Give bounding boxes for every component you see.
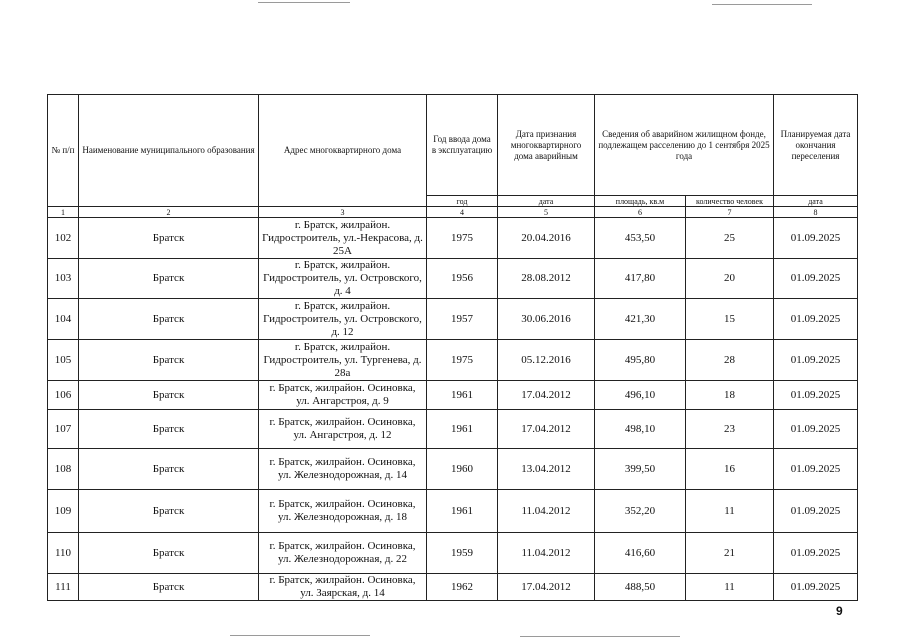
- municipality-name: Братск: [79, 299, 259, 340]
- emergency-date: 20.04.2016: [498, 218, 595, 259]
- commission-year: 1960: [427, 449, 498, 490]
- house-address: г. Братск, жилрайон. Гидростроитель, ул. Тургенева, д. 28а: [259, 340, 427, 381]
- subheader-year: год: [427, 196, 498, 207]
- emergency-date: 17.04.2012: [498, 574, 595, 601]
- planned-date: 01.09.2025: [774, 381, 858, 410]
- planned-date: 01.09.2025: [774, 259, 858, 299]
- people-count: 21: [686, 533, 774, 574]
- planned-date: 01.09.2025: [774, 299, 858, 340]
- planned-date: 01.09.2025: [774, 410, 858, 449]
- header-planned-date: Планируемая дата окончания переселения: [774, 95, 858, 196]
- area-sqm: 488,50: [595, 574, 686, 601]
- header-municipality: Наименование муниципального образования: [79, 95, 259, 207]
- table-row: [48, 259, 858, 299]
- scan-artifact-top: [258, 2, 350, 3]
- municipality-name: Братск: [79, 259, 259, 299]
- people-count: 18: [686, 381, 774, 410]
- commission-year: 1959: [427, 533, 498, 574]
- commission-year: 1957: [427, 299, 498, 340]
- row-number: 106: [48, 381, 79, 410]
- planned-date: 01.09.2025: [774, 218, 858, 259]
- emergency-date: 30.06.2016: [498, 299, 595, 340]
- area-sqm: 498,10: [595, 410, 686, 449]
- table-row: [48, 574, 858, 601]
- column-number: 8: [774, 207, 858, 218]
- people-count: 11: [686, 490, 774, 533]
- emergency-date: 17.04.2012: [498, 410, 595, 449]
- emergency-date: 13.04.2012: [498, 449, 595, 490]
- planned-date: 01.09.2025: [774, 340, 858, 381]
- page-number: 9: [836, 604, 843, 618]
- subheader-area: площадь, кв.м: [595, 196, 686, 207]
- commission-year: 1975: [427, 340, 498, 381]
- column-number: 4: [427, 207, 498, 218]
- column-number: 6: [595, 207, 686, 218]
- municipality-name: Братск: [79, 218, 259, 259]
- commission-year: 1975: [427, 218, 498, 259]
- header-fund-info: Сведения об аварийном жилищном фонде, подлежащем расселению до 1 сентября 2025 года: [595, 95, 774, 196]
- area-sqm: 421,30: [595, 299, 686, 340]
- emergency-date: 17.04.2012: [498, 381, 595, 410]
- header-address: Адрес многоквартирного дома: [259, 95, 427, 207]
- header-year: Год ввода дома в эксплуатацию: [427, 95, 498, 196]
- commission-year: 1961: [427, 381, 498, 410]
- planned-date: 01.09.2025: [774, 449, 858, 490]
- house-address: г. Братск, жилрайон. Гидростроитель, ул.-Некрасова, д. 25А: [259, 218, 427, 259]
- commission-year: 1961: [427, 490, 498, 533]
- commission-year: 1961: [427, 410, 498, 449]
- column-number: 7: [686, 207, 774, 218]
- people-count: 15: [686, 299, 774, 340]
- column-number: 2: [79, 207, 259, 218]
- area-sqm: 399,50: [595, 449, 686, 490]
- column-number: 3: [259, 207, 427, 218]
- municipality-name: Братск: [79, 490, 259, 533]
- emergency-date: 28.08.2012: [498, 259, 595, 299]
- row-number: 107: [48, 410, 79, 449]
- area-sqm: 453,50: [595, 218, 686, 259]
- column-number: 5: [498, 207, 595, 218]
- subheader-planned: дата: [774, 196, 858, 207]
- area-sqm: 352,20: [595, 490, 686, 533]
- row-number: 110: [48, 533, 79, 574]
- house-address: г. Братск, жилрайон. Осиновка, ул. Ангарстроя, д. 9: [259, 381, 427, 410]
- people-count: 25: [686, 218, 774, 259]
- emergency-date: 11.04.2012: [498, 490, 595, 533]
- table-row: [48, 410, 858, 449]
- column-number: 1: [48, 207, 79, 218]
- emergency-date: 11.04.2012: [498, 533, 595, 574]
- area-sqm: 416,60: [595, 533, 686, 574]
- table-row: [48, 490, 858, 533]
- house-address: г. Братск, жилрайон. Осиновка, ул. Заярская, д. 14: [259, 574, 427, 601]
- municipality-name: Братск: [79, 381, 259, 410]
- area-sqm: 417,80: [595, 259, 686, 299]
- house-address: г. Братск, жилрайон. Осиновка, ул. Ангарстроя, д. 12: [259, 410, 427, 449]
- table-row: [48, 449, 858, 490]
- row-number: 103: [48, 259, 79, 299]
- municipality-name: Братск: [79, 449, 259, 490]
- table-header-row: [48, 95, 858, 196]
- house-address: г. Братск, жилрайон. Осиновка, ул. Железнодорожная, д. 14: [259, 449, 427, 490]
- header-date: Дата признания многоквартирного дома аварийным: [498, 95, 595, 196]
- emergency-date: 05.12.2016: [498, 340, 595, 381]
- table-row: [48, 340, 858, 381]
- people-count: 23: [686, 410, 774, 449]
- people-count: 28: [686, 340, 774, 381]
- house-address: г. Братск, жилрайон. Осиновка, ул. Железнодорожная, д. 22: [259, 533, 427, 574]
- house-address: г. Братск, жилрайон. Гидростроитель, ул. Островского, д. 4: [259, 259, 427, 299]
- municipality-name: Братск: [79, 410, 259, 449]
- planned-date: 01.09.2025: [774, 490, 858, 533]
- house-address: г. Братск, жилрайон. Гидростроитель, ул. Островского, д. 12: [259, 299, 427, 340]
- house-address: г. Братск, жилрайон. Осиновка, ул. Железнодорожная, д. 18: [259, 490, 427, 533]
- municipality-name: Братск: [79, 574, 259, 601]
- row-number: 104: [48, 299, 79, 340]
- scan-artifact-top: [712, 4, 812, 5]
- table-row: [48, 299, 858, 340]
- header-no: № п/п: [48, 95, 79, 207]
- row-number: 105: [48, 340, 79, 381]
- people-count: 11: [686, 574, 774, 601]
- subheader-people: количество человек: [686, 196, 774, 207]
- area-sqm: 496,10: [595, 381, 686, 410]
- row-number: 102: [48, 218, 79, 259]
- table-row: [48, 381, 858, 410]
- row-number: 111: [48, 574, 79, 601]
- planned-date: 01.09.2025: [774, 533, 858, 574]
- emergency-housing-table: [47, 94, 858, 601]
- table-body: [48, 218, 858, 601]
- table-row: [48, 218, 858, 259]
- commission-year: 1956: [427, 259, 498, 299]
- area-sqm: 495,80: [595, 340, 686, 381]
- municipality-name: Братск: [79, 533, 259, 574]
- row-number: 109: [48, 490, 79, 533]
- table-row: [48, 533, 858, 574]
- people-count: 20: [686, 259, 774, 299]
- column-number-row: [48, 207, 858, 218]
- scan-artifact-bottom: [230, 635, 370, 636]
- commission-year: 1962: [427, 574, 498, 601]
- scan-artifact-bottom: [520, 636, 680, 637]
- people-count: 16: [686, 449, 774, 490]
- municipality-name: Братск: [79, 340, 259, 381]
- planned-date: 01.09.2025: [774, 574, 858, 601]
- subheader-date: дата: [498, 196, 595, 207]
- row-number: 108: [48, 449, 79, 490]
